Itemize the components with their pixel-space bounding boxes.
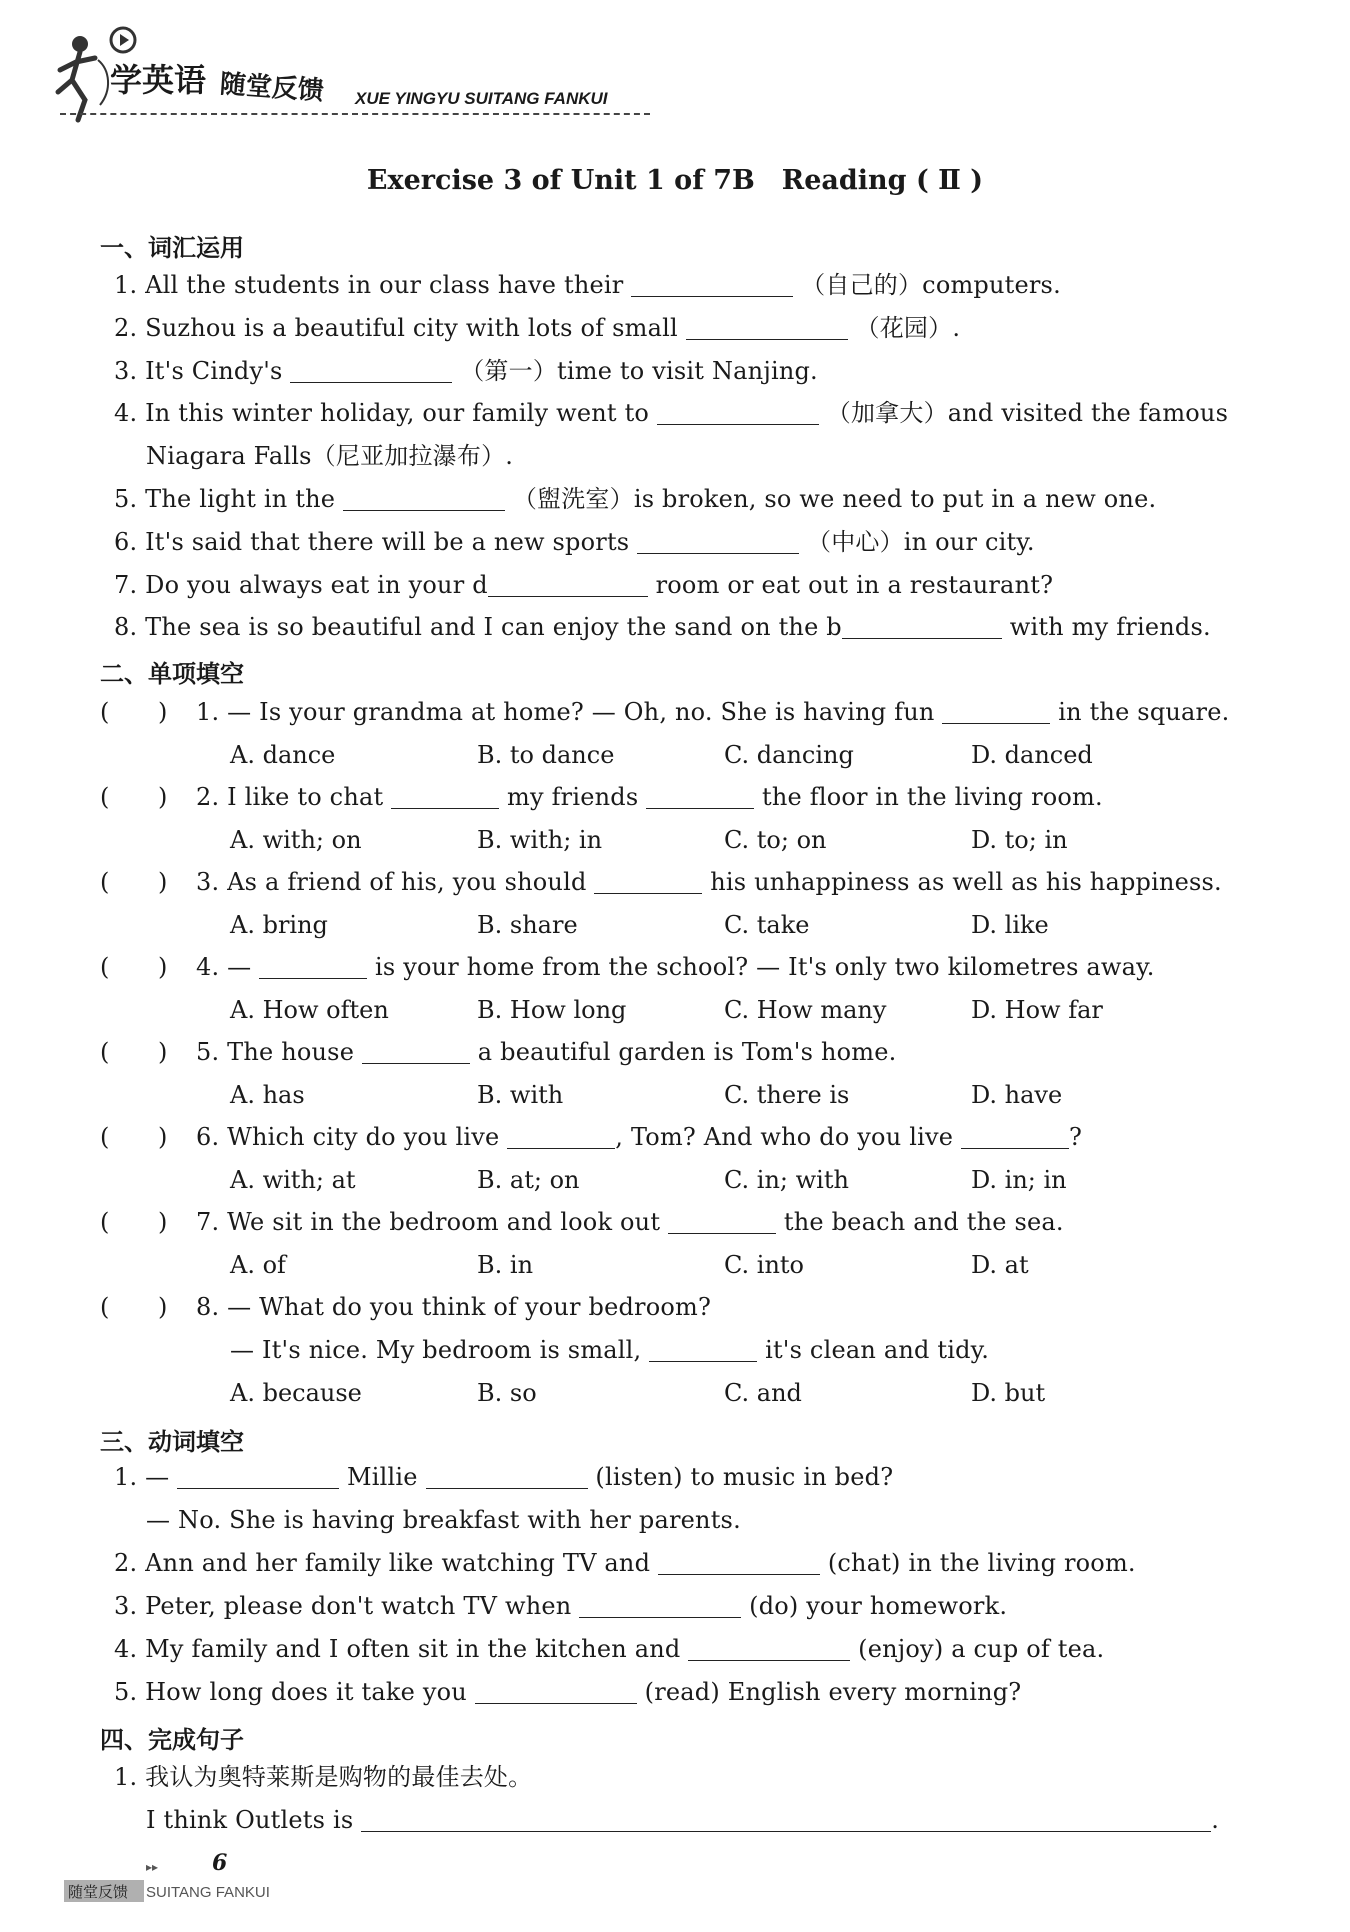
mc-question-cont [230,1335,989,1365]
vocab-q7 [114,570,1053,600]
option-d[interactable]: D. to; in [971,826,1068,854]
complete-q1-cn: 1. 我认为奥特莱斯是购物的最佳去处。 [114,1763,533,1791]
verb-q2 [114,1548,1136,1578]
page-title: Exercise 3 of Unit 1 of 7B Reading ( Ⅱ ) [366,165,984,196]
mc-paren[interactable]: ( ) [100,953,168,981]
header-cn-sub: 随堂反馈 [218,69,325,107]
vocab-q8 [114,612,1211,642]
option-d[interactable]: D. How far [971,996,1103,1024]
answer-blank[interactable] [507,1126,615,1149]
question-text: in the square. [1058,698,1230,726]
question-text: 6. It's said that there will be a new sports [114,528,630,556]
answer-blank[interactable] [649,1339,757,1362]
answer-blank[interactable] [361,1809,1211,1832]
mc-question [196,867,1222,897]
vocab-q5 [114,484,1156,514]
option-d[interactable]: D. in; in [971,1166,1067,1194]
answer-blank[interactable] [658,1552,820,1575]
question-text: the floor in the living room. [762,783,1103,811]
header-pinyin: XUE YINGYU SUITANG FANKUI [355,89,608,108]
option-d[interactable]: D. danced [971,741,1093,769]
section-heading: 二、单项填空 [100,660,244,688]
question-text: 2. Suzhou is a beautiful city with lots of small [114,314,678,342]
option-c[interactable]: C. to; on [724,826,827,854]
answer-blank[interactable] [391,786,499,809]
verb-q5 [114,1677,1021,1707]
mc-question [196,1122,1082,1152]
question-text: 2. Ann and her family like watching TV and [114,1549,651,1577]
answer-blank[interactable] [259,956,367,979]
option-c[interactable]: C. there is [724,1081,850,1109]
footer-arrows-icon: ▸▸ [146,1860,159,1874]
answer-blank[interactable] [579,1595,741,1618]
answer-blank[interactable] [343,488,505,511]
answer-blank[interactable] [290,360,452,383]
mc-question: 8. — What do you think of your bedroom? [196,1293,712,1321]
header-cn-title: 学英语 [110,61,207,99]
question-text: my friends [507,783,639,811]
verb-q1 [114,1462,893,1492]
answer-blank[interactable] [657,402,819,425]
question-text: room or eat out in a restaurant? [655,571,1054,599]
option-a[interactable]: A. How often [230,996,389,1024]
question-text: a beautiful garden is Tom's home. [477,1038,897,1066]
mc-paren[interactable]: ( ) [100,1208,168,1236]
question-text: with my friends. [1009,613,1211,641]
question-text: ? [1068,1123,1083,1151]
question-text: 6. Which city do you live [196,1123,500,1151]
mc-question [196,952,1155,982]
mc-paren[interactable]: ( ) [100,783,168,811]
question-text: 1. — Is your grandma at home? — Oh, no. She is having fun [196,698,935,726]
answer-blank[interactable] [646,786,754,809]
mc-paren[interactable]: ( ) [100,1123,168,1151]
answer-blank[interactable] [842,616,1002,639]
question-text: 8. The sea is so beautiful and I can enjoy the sand on the b [114,613,842,641]
answer-blank[interactable] [631,274,793,297]
question-text: 4. — [196,953,252,981]
verb-q3 [114,1591,1007,1621]
section-heading: 四、完成句子 [100,1726,244,1754]
question-text: （盥洗室）is broken, so we need to put in a new one. [512,485,1157,513]
mc-paren[interactable]: ( ) [100,1038,168,1066]
option-a[interactable]: A. has [230,1081,305,1109]
question-text: （花园）. [855,314,961,342]
question-text: the beach and the sea. [783,1208,1064,1236]
verb-q1-reply: — No. She is having breakfast with her parents. [146,1506,741,1534]
option-d[interactable]: D. but [971,1379,1046,1407]
option-a[interactable]: A. with; on [230,826,362,854]
question-text: （加拿大）and visited the famous [826,399,1229,427]
answer-blank[interactable] [942,701,1050,724]
answer-blank[interactable] [961,1126,1069,1149]
option-a[interactable]: A. with; at [230,1166,356,1194]
question-text: （自己的）computers. [801,271,1061,299]
header-logo [40,25,650,125]
answer-blank[interactable] [475,1681,637,1704]
question-text: 5. The light in the [114,485,336,513]
question-text: (listen) to music in bed? [595,1463,894,1491]
answer-blank[interactable] [177,1466,339,1489]
question-text: 1. — [114,1463,170,1491]
footer-badge-text: 随堂反馈 [68,1883,129,1901]
vocab-q1 [114,270,1061,300]
option-a[interactable]: A. of [230,1251,286,1279]
verb-q4 [114,1634,1104,1664]
answer-blank[interactable] [594,871,702,894]
question-text: 2. I like to chat [196,783,384,811]
option-c[interactable]: C. into [724,1251,804,1279]
footer-sub: SUITANG FANKUI [146,1884,270,1901]
option-c[interactable]: C. dancing [724,741,854,769]
answer-blank[interactable] [637,531,799,554]
option-b[interactable]: B. with; in [477,826,603,854]
question-text: I think Outlets is [146,1806,354,1834]
mc-paren[interactable]: ( ) [100,698,168,726]
answer-blank[interactable] [488,574,648,597]
question-text: (do) your homework. [749,1592,1008,1620]
page-number: 6 [212,1850,228,1876]
option-b[interactable]: B. How long [477,996,627,1024]
mc-question [196,782,1103,812]
vocab-q4 [114,398,1228,428]
section-heading: 一、词汇运用 [100,234,244,262]
option-a[interactable]: A. bring [230,911,328,939]
question-text: , Tom? And who do you live [615,1123,954,1151]
section-heading: 三、动词填空 [100,1428,244,1456]
header-divider [60,113,650,115]
answer-blank[interactable] [686,317,848,340]
option-a[interactable]: A. dance [230,741,336,769]
vocab-q4-cont: Niagara Falls（尼亚加拉瀑布）. [146,442,514,470]
question-text: (enjoy) a cup of tea. [858,1635,1105,1663]
option-b[interactable]: B. in [477,1251,534,1279]
vocab-q6 [114,527,1035,557]
option-b[interactable]: B. to dance [477,741,615,769]
question-text: Millie [347,1463,418,1491]
mc-paren[interactable]: ( ) [100,1293,168,1321]
vocab-q2 [114,313,960,343]
option-b[interactable]: B. at; on [477,1166,580,1194]
mc-question [196,1207,1064,1237]
option-c[interactable]: C. take [724,911,810,939]
question-text: 5. How long does it take you [114,1678,467,1706]
answer-blank[interactable] [668,1211,776,1234]
question-text: 7. We sit in the bedroom and look out [196,1208,661,1236]
question-text: 3. Peter, please don't watch TV when [114,1592,572,1620]
play-icon [108,25,138,55]
question-text: 4. In this winter holiday, our family went to [114,399,650,427]
answer-blank[interactable] [426,1466,588,1489]
question-text: 7. Do you always eat in your d [114,571,488,599]
mc-question [196,1037,896,1067]
question-text: 5. The house [196,1038,355,1066]
question-text: (read) English every morning? [644,1678,1022,1706]
question-text: 4. My family and I often sit in the kitchen and [114,1635,681,1663]
question-text: it's clean and tidy. [765,1336,990,1364]
option-d[interactable]: D. have [971,1081,1063,1109]
option-d[interactable]: D. at [971,1251,1029,1279]
question-text: （第一）time to visit Nanjing. [460,357,818,385]
question-text: his unhappiness as well as his happiness. [710,868,1222,896]
question-text: — It's nice. My bedroom is small, [230,1336,642,1364]
option-a[interactable]: A. because [230,1379,362,1407]
option-b[interactable]: B. with [477,1081,564,1109]
question-text: 1. All the students in our class have their [114,271,624,299]
option-b[interactable]: B. so [477,1379,537,1407]
mc-question [196,697,1229,727]
question-text: is your home from the school? — It's only two kilometres away. [375,953,1155,981]
question-text: 3. It's Cindy's [114,357,283,385]
question-text: . [1211,1806,1220,1834]
vocab-q3 [114,356,818,386]
answer-blank[interactable] [362,1041,470,1064]
option-c[interactable]: C. and [724,1379,802,1407]
mc-paren[interactable]: ( ) [100,868,168,896]
option-d[interactable]: D. like [971,911,1049,939]
question-text: 3. As a friend of his, you should [196,868,587,896]
option-b[interactable]: B. share [477,911,578,939]
answer-blank[interactable] [688,1638,850,1661]
option-c[interactable]: C. in; with [724,1166,849,1194]
option-c[interactable]: C. How many [724,996,887,1024]
question-text: (chat) in the living room. [827,1549,1136,1577]
question-text: （中心）in our city. [807,528,1035,556]
complete-q1 [146,1805,1219,1835]
